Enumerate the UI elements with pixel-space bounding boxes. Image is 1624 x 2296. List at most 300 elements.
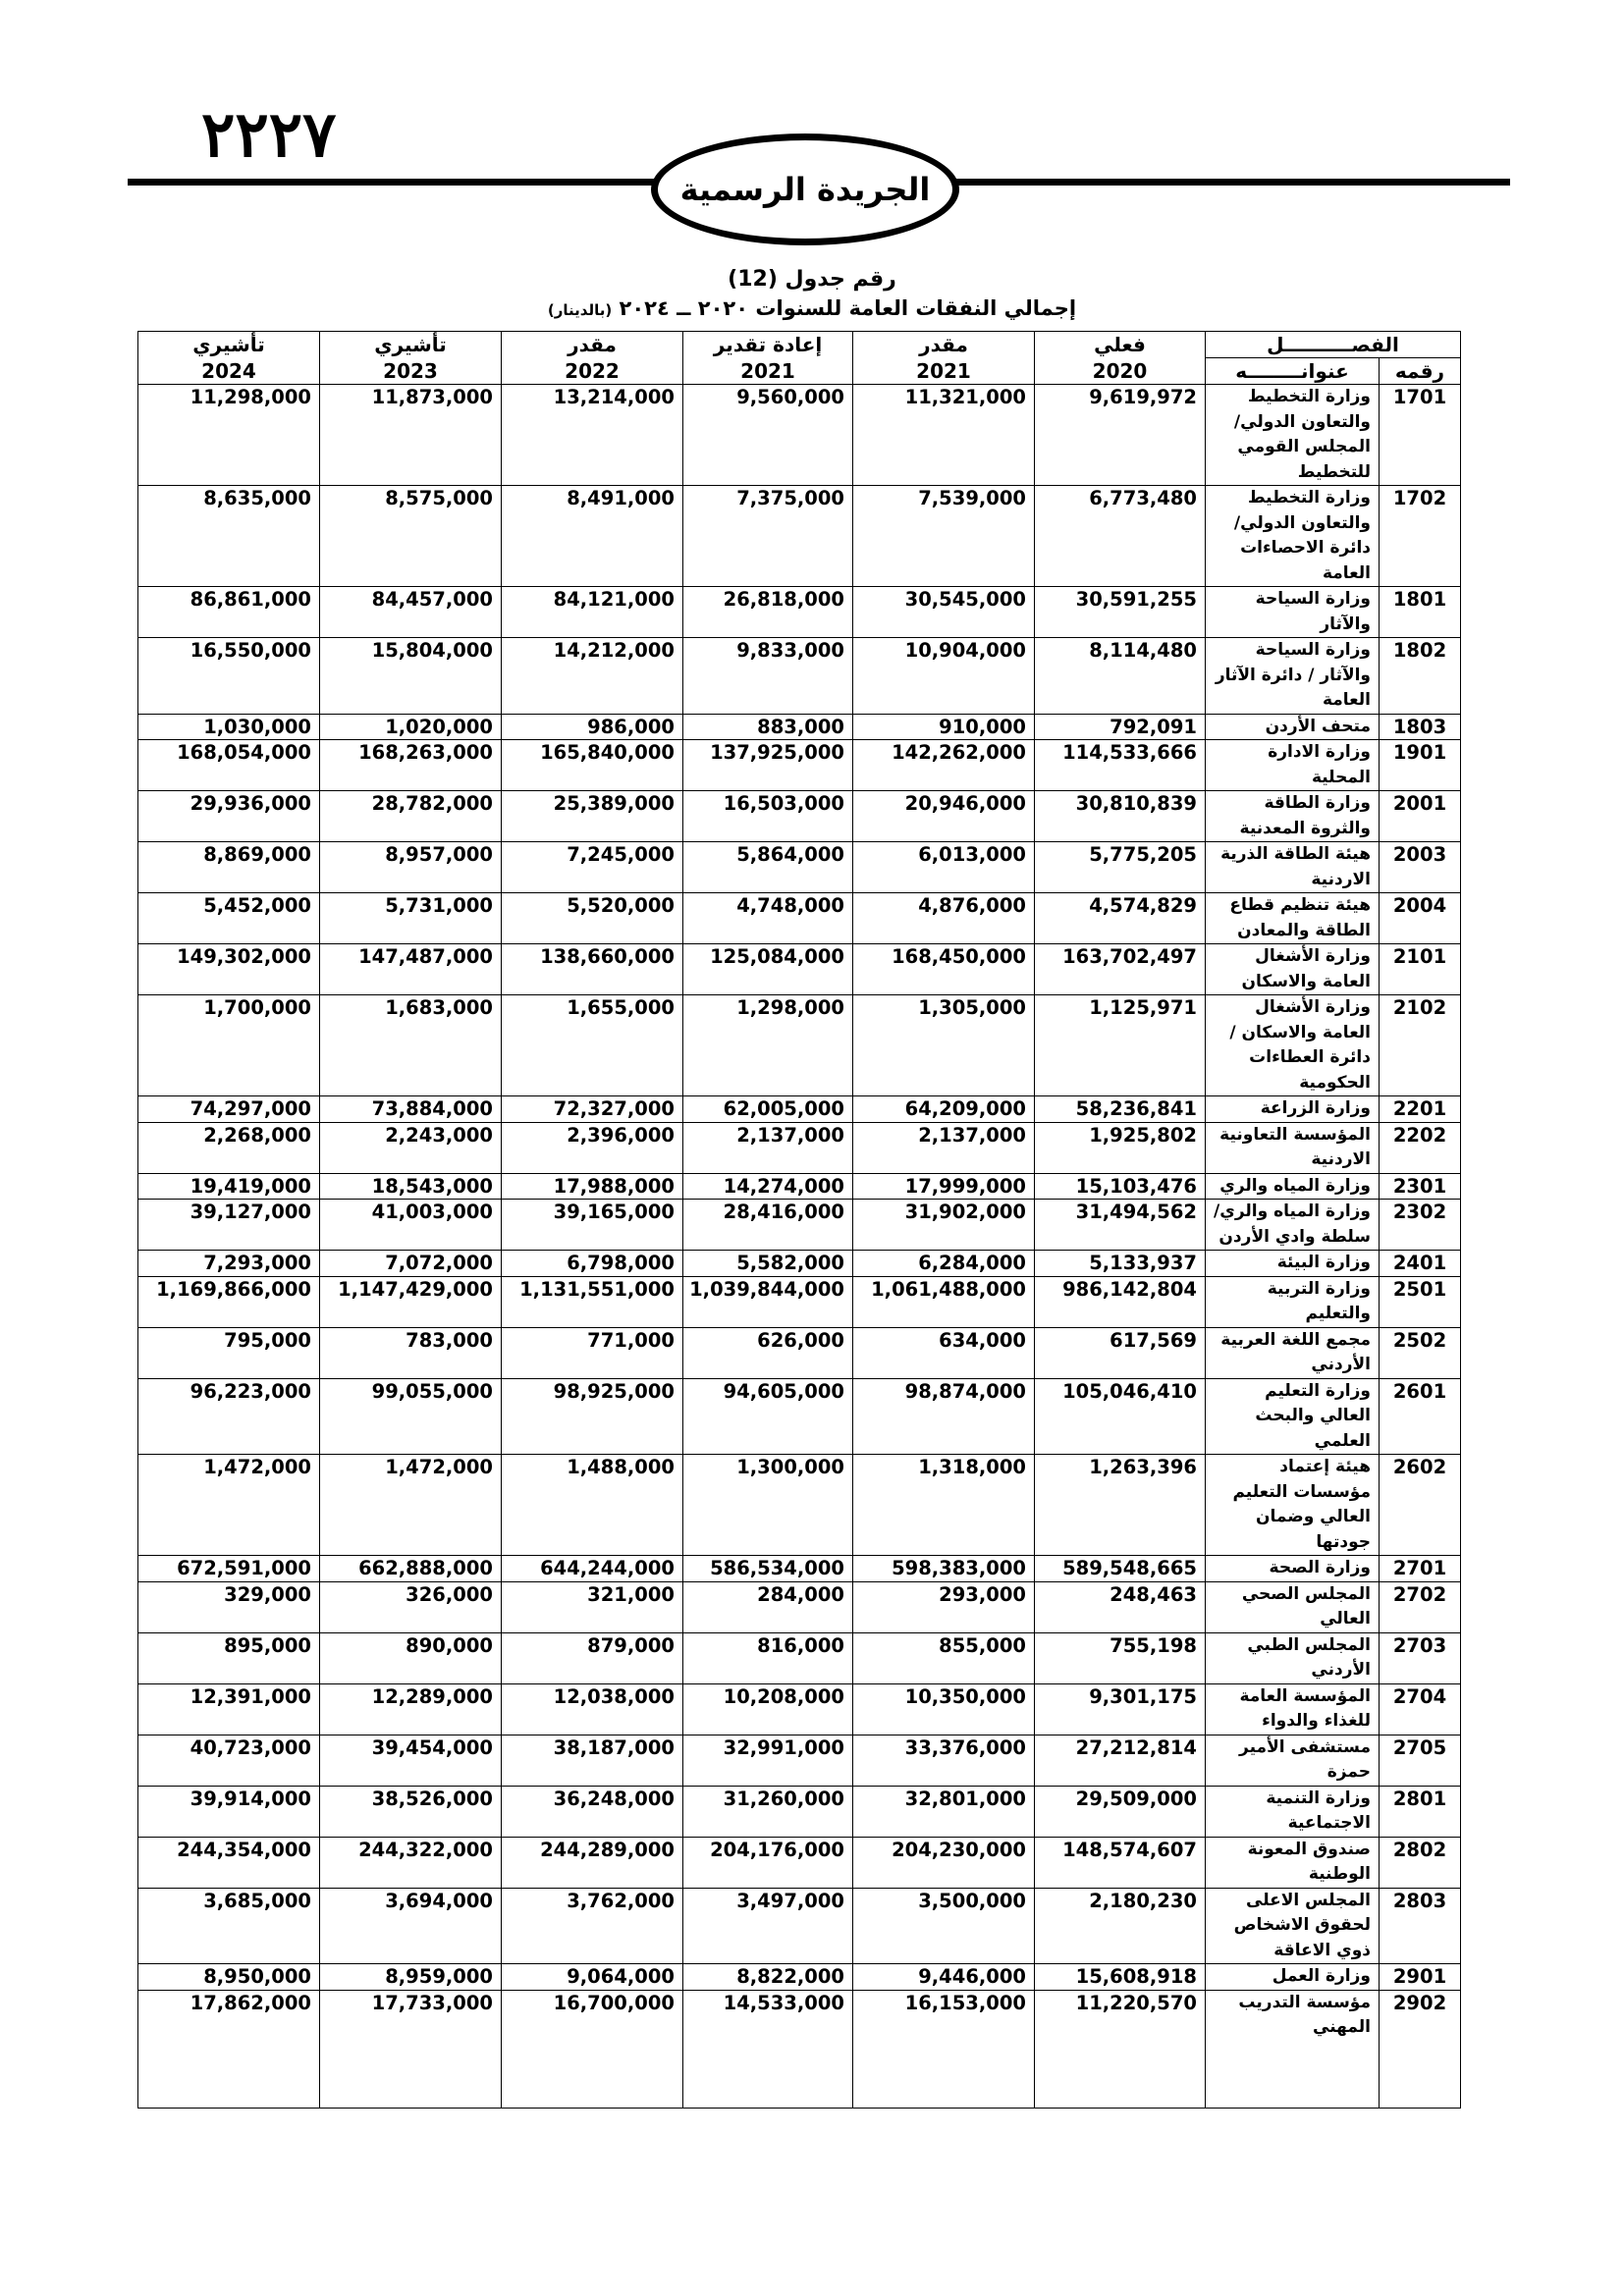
- value-cell: 3,694,000: [320, 1888, 502, 1964]
- value-cell: 8,822,000: [683, 1964, 853, 1991]
- value-cell: 662,888,000: [320, 1556, 502, 1582]
- table-row: [138, 1122, 1461, 1173]
- value-cell: 986,142,804: [1035, 1276, 1206, 1327]
- value-cell: 30,810,839: [1035, 791, 1206, 842]
- value-cell: 138,660,000: [502, 944, 683, 995]
- chapter-number-cell: 2501: [1380, 1276, 1461, 1327]
- chapter-title-cell: وزارة الادارة المحلية: [1206, 740, 1380, 791]
- chapter-title-cell: المؤسسة العامة للغذاء والدواء: [1206, 1683, 1380, 1735]
- value-cell: 598,383,000: [853, 1556, 1035, 1582]
- value-cell: 5,775,205: [1035, 842, 1206, 893]
- value-cell: 5,520,000: [502, 893, 683, 944]
- value-cell: 165,840,000: [502, 740, 683, 791]
- chapter-number-cell: 2901: [1380, 1964, 1461, 1991]
- value-cell: 38,526,000: [320, 1786, 502, 1837]
- value-cell: 8,114,480: [1035, 638, 1206, 715]
- value-cell: 895,000: [138, 1632, 320, 1683]
- col-label-2022: مقدر: [502, 332, 683, 358]
- value-cell: 1,039,844,000: [683, 1276, 853, 1327]
- value-cell: 8,491,000: [502, 486, 683, 587]
- chapter-title-cell: صندوق المعونة الوطنية: [1206, 1837, 1380, 1888]
- table-row: [138, 1837, 1461, 1888]
- table-title: [0, 296, 1624, 320]
- chapter-title-cell: متحف الأردن: [1206, 714, 1380, 740]
- chapter-number-cell: 2705: [1380, 1735, 1461, 1786]
- value-cell: 32,991,000: [683, 1735, 853, 1786]
- value-cell: 2,137,000: [853, 1122, 1035, 1173]
- value-cell: 148,574,607: [1035, 1837, 1206, 1888]
- value-cell: 672,591,000: [138, 1556, 320, 1582]
- col-label-2021: مقدر: [853, 332, 1035, 358]
- chapter-number-cell: 2101: [1380, 944, 1461, 995]
- value-cell: 1,488,000: [502, 1455, 683, 1556]
- chapter-title-cell: المجلس الطبي الأردني: [1206, 1632, 1380, 1683]
- value-cell: 5,133,937: [1035, 1251, 1206, 1277]
- value-cell: 1,472,000: [320, 1455, 502, 1556]
- value-cell: 5,731,000: [320, 893, 502, 944]
- chapter-number-cell: 2602: [1380, 1455, 1461, 1556]
- value-cell: 86,861,000: [138, 587, 320, 638]
- value-cell: 8,635,000: [138, 486, 320, 587]
- value-cell: 1,318,000: [853, 1455, 1035, 1556]
- chapter-title-cell: وزارة المياه والري/سلطة وادي الأردن: [1206, 1200, 1380, 1251]
- chapter-number-cell: 1801: [1380, 587, 1461, 638]
- empty-cell: [1035, 2041, 1206, 2109]
- expenditure-table: [137, 331, 1461, 2109]
- table-row: [138, 1632, 1461, 1683]
- table-row: [138, 791, 1461, 842]
- value-cell: 589,548,665: [1035, 1556, 1206, 1582]
- value-cell: 1,030,000: [138, 714, 320, 740]
- value-cell: 816,000: [683, 1632, 853, 1683]
- empty-cell: [1206, 2041, 1380, 2109]
- value-cell: 634,000: [853, 1327, 1035, 1378]
- value-cell: 84,457,000: [320, 587, 502, 638]
- chapter-title-cell: هيئة إعتماد مؤسسات التعليم العالي وضمان جودتها: [1206, 1455, 1380, 1556]
- value-cell: 17,862,000: [138, 1990, 320, 2041]
- chapter-number-cell: 2004: [1380, 893, 1461, 944]
- value-cell: 7,539,000: [853, 486, 1035, 587]
- value-cell: 617,569: [1035, 1327, 1206, 1378]
- empty-cell: [853, 2041, 1035, 2109]
- value-cell: 15,103,476: [1035, 1173, 1206, 1200]
- value-cell: 25,389,000: [502, 791, 683, 842]
- chapter-title-cell: وزارة التربية والتعليم: [1206, 1276, 1380, 1327]
- value-cell: 11,220,570: [1035, 1990, 1206, 2041]
- value-cell: 5,582,000: [683, 1251, 853, 1277]
- value-cell: 792,091: [1035, 714, 1206, 740]
- value-cell: 7,293,000: [138, 1251, 320, 1277]
- table-bottom-border: [138, 2108, 1461, 2109]
- value-cell: 5,452,000: [138, 893, 320, 944]
- table-row: [138, 1378, 1461, 1455]
- value-cell: 11,321,000: [853, 385, 1035, 486]
- table-row: [138, 1735, 1461, 1786]
- value-cell: 879,000: [502, 1632, 683, 1683]
- value-cell: 15,804,000: [320, 638, 502, 715]
- value-cell: 2,180,230: [1035, 1888, 1206, 1964]
- col-year-2020: 2020: [1035, 358, 1206, 385]
- value-cell: 31,902,000: [853, 1200, 1035, 1251]
- value-cell: 96,223,000: [138, 1378, 320, 1455]
- value-cell: 1,925,802: [1035, 1122, 1206, 1173]
- chapter-title-cell: وزارة الطاقة والثروة المعدنية: [1206, 791, 1380, 842]
- value-cell: 39,454,000: [320, 1735, 502, 1786]
- value-cell: 98,925,000: [502, 1378, 683, 1455]
- chapter-number-cell: 2802: [1380, 1837, 1461, 1888]
- chapter-number-cell: 2803: [1380, 1888, 1461, 1964]
- col-year-2021-reest: 2021: [683, 358, 853, 385]
- chapter-title-cell: وزارة الزراعة: [1206, 1096, 1380, 1123]
- value-cell: 293,000: [853, 1581, 1035, 1632]
- table-filler-row: [138, 2041, 1461, 2109]
- chapter-number-cell: 1901: [1380, 740, 1461, 791]
- value-cell: 244,354,000: [138, 1837, 320, 1888]
- value-cell: 15,608,918: [1035, 1964, 1206, 1991]
- value-cell: 39,914,000: [138, 1786, 320, 1837]
- col-year-2024: 2024: [138, 358, 320, 385]
- value-cell: 1,147,429,000: [320, 1276, 502, 1327]
- col-year-2022: 2022: [502, 358, 683, 385]
- chapter-title-cell: وزارة الصحة: [1206, 1556, 1380, 1582]
- value-cell: 1,472,000: [138, 1455, 320, 1556]
- value-cell: 14,533,000: [683, 1990, 853, 2041]
- value-cell: 17,988,000: [502, 1173, 683, 1200]
- table-row: [138, 714, 1461, 740]
- chapter-title-cell: مجمع اللغة العربية الأردني: [1206, 1327, 1380, 1378]
- empty-cell: [1380, 2041, 1461, 2109]
- empty-cell: [320, 2041, 502, 2109]
- value-cell: 31,494,562: [1035, 1200, 1206, 1251]
- table-header: [138, 332, 1461, 385]
- value-cell: 10,208,000: [683, 1683, 853, 1735]
- chapter-number-cell: 2701: [1380, 1556, 1461, 1582]
- chapter-title-cell: وزارة الأشغال العامة والاسكان / دائرة العطاءات الحكومية: [1206, 995, 1380, 1096]
- chapter-title-cell: وزارة الأشغال العامة والاسكان: [1206, 944, 1380, 995]
- value-cell: 125,084,000: [683, 944, 853, 995]
- value-cell: 248,463: [1035, 1581, 1206, 1632]
- col-number: رقمه: [1380, 358, 1461, 385]
- value-cell: 163,702,497: [1035, 944, 1206, 995]
- value-cell: 11,298,000: [138, 385, 320, 486]
- value-cell: 16,153,000: [853, 1990, 1035, 2041]
- value-cell: 986,000: [502, 714, 683, 740]
- table-row: [138, 1455, 1461, 1556]
- value-cell: 1,655,000: [502, 995, 683, 1096]
- value-cell: 771,000: [502, 1327, 683, 1378]
- value-cell: 3,685,000: [138, 1888, 320, 1964]
- value-cell: 142,262,000: [853, 740, 1035, 791]
- value-cell: 1,700,000: [138, 995, 320, 1096]
- value-cell: 29,936,000: [138, 791, 320, 842]
- chapter-number-cell: 1702: [1380, 486, 1461, 587]
- value-cell: 7,245,000: [502, 842, 683, 893]
- table-row: [138, 1556, 1461, 1582]
- chapter-number-cell: 2704: [1380, 1683, 1461, 1735]
- chapter-title-cell: وزارة المياه والري: [1206, 1173, 1380, 1200]
- value-cell: 1,125,971: [1035, 995, 1206, 1096]
- value-cell: 14,212,000: [502, 638, 683, 715]
- value-cell: 7,375,000: [683, 486, 853, 587]
- gazette-title: الجريدة الرسمية: [679, 171, 931, 208]
- value-cell: 73,884,000: [320, 1096, 502, 1123]
- value-cell: 1,683,000: [320, 995, 502, 1096]
- value-cell: 1,298,000: [683, 995, 853, 1096]
- chapter-number-cell: 2601: [1380, 1378, 1461, 1455]
- chapter-number-cell: 2102: [1380, 995, 1461, 1096]
- value-cell: 1,020,000: [320, 714, 502, 740]
- chapter-number-cell: 2202: [1380, 1122, 1461, 1173]
- value-cell: 9,619,972: [1035, 385, 1206, 486]
- table-row: [138, 638, 1461, 715]
- value-cell: 3,762,000: [502, 1888, 683, 1964]
- value-cell: 8,869,000: [138, 842, 320, 893]
- value-cell: 11,873,000: [320, 385, 502, 486]
- chapter-title-cell: وزارة العمل: [1206, 1964, 1380, 1991]
- value-cell: 99,055,000: [320, 1378, 502, 1455]
- value-cell: 27,212,814: [1035, 1735, 1206, 1786]
- value-cell: 6,798,000: [502, 1251, 683, 1277]
- chapter-title-cell: وزارة البيئة: [1206, 1251, 1380, 1277]
- value-cell: 41,003,000: [320, 1200, 502, 1251]
- value-cell: 1,263,396: [1035, 1455, 1206, 1556]
- value-cell: 6,773,480: [1035, 486, 1206, 587]
- value-cell: 795,000: [138, 1327, 320, 1378]
- value-cell: 84,121,000: [502, 587, 683, 638]
- col-year-2021: 2021: [853, 358, 1035, 385]
- value-cell: 16,700,000: [502, 1990, 683, 2041]
- table-row: [138, 1276, 1461, 1327]
- table-row: [138, 1964, 1461, 1991]
- chapter-title-cell: وزارة السياحة والآثار: [1206, 587, 1380, 638]
- value-cell: 2,243,000: [320, 1122, 502, 1173]
- chapter-number-cell: 2702: [1380, 1581, 1461, 1632]
- value-cell: 8,575,000: [320, 486, 502, 587]
- value-cell: 36,248,000: [502, 1786, 683, 1837]
- table-title-text: إجمالي النفقات العامة للسنوات ٢٠٢٠ ــ ٢٠٢٤: [619, 296, 1077, 320]
- value-cell: 12,391,000: [138, 1683, 320, 1735]
- value-cell: 8,957,000: [320, 842, 502, 893]
- value-cell: 31,260,000: [683, 1786, 853, 1837]
- chapter-title-cell: وزارة التخطيط والتعاون الدولي/ دائرة الاحصاءات العامة: [1206, 486, 1380, 587]
- table-row: [138, 1581, 1461, 1632]
- value-cell: 2,268,000: [138, 1122, 320, 1173]
- chapter-number-cell: 2001: [1380, 791, 1461, 842]
- value-cell: 2,396,000: [502, 1122, 683, 1173]
- value-cell: 64,209,000: [853, 1096, 1035, 1123]
- chapter-number-cell: 1802: [1380, 638, 1461, 715]
- value-cell: 19,419,000: [138, 1173, 320, 1200]
- value-cell: 910,000: [853, 714, 1035, 740]
- value-cell: 168,450,000: [853, 944, 1035, 995]
- table-row: [138, 587, 1461, 638]
- value-cell: 98,874,000: [853, 1378, 1035, 1455]
- col-label-2020: فعلي: [1035, 332, 1206, 358]
- value-cell: 94,605,000: [683, 1378, 853, 1455]
- value-cell: 17,999,000: [853, 1173, 1035, 1200]
- value-cell: 5,864,000: [683, 842, 853, 893]
- value-cell: 16,550,000: [138, 638, 320, 715]
- value-cell: 105,046,410: [1035, 1378, 1206, 1455]
- value-cell: 29,509,000: [1035, 1786, 1206, 1837]
- value-cell: 12,289,000: [320, 1683, 502, 1735]
- value-cell: 8,950,000: [138, 1964, 320, 1991]
- value-cell: 12,038,000: [502, 1683, 683, 1735]
- value-cell: 244,289,000: [502, 1837, 683, 1888]
- table-row: [138, 944, 1461, 995]
- chapter-number-cell: 1803: [1380, 714, 1461, 740]
- value-cell: 855,000: [853, 1632, 1035, 1683]
- value-cell: 10,350,000: [853, 1683, 1035, 1735]
- chapter-number-cell: 2703: [1380, 1632, 1461, 1683]
- value-cell: 1,061,488,000: [853, 1276, 1035, 1327]
- value-cell: 9,560,000: [683, 385, 853, 486]
- value-cell: 10,904,000: [853, 638, 1035, 715]
- table-row: [138, 385, 1461, 486]
- chapter-title-cell: هيئة الطاقة الذرية الاردنية: [1206, 842, 1380, 893]
- table-row: [138, 1683, 1461, 1735]
- value-cell: 3,497,000: [683, 1888, 853, 1964]
- value-cell: 18,543,000: [320, 1173, 502, 1200]
- chapter-title-cell: مؤسسة التدريب المهني: [1206, 1990, 1380, 2041]
- chapter-number-cell: 2401: [1380, 1251, 1461, 1277]
- value-cell: 72,327,000: [502, 1096, 683, 1123]
- col-year-2023: 2023: [320, 358, 502, 385]
- value-cell: 6,284,000: [853, 1251, 1035, 1277]
- value-cell: 168,054,000: [138, 740, 320, 791]
- table-row: [138, 1888, 1461, 1964]
- value-cell: 586,534,000: [683, 1556, 853, 1582]
- value-cell: 62,005,000: [683, 1096, 853, 1123]
- value-cell: 326,000: [320, 1581, 502, 1632]
- value-cell: 4,574,829: [1035, 893, 1206, 944]
- chapter-number-cell: 2801: [1380, 1786, 1461, 1837]
- chapter-title-cell: هيئة تنظيم قطاع الطاقة والمعادن: [1206, 893, 1380, 944]
- table-row: [138, 740, 1461, 791]
- value-cell: 114,533,666: [1035, 740, 1206, 791]
- chapter-number-cell: 2902: [1380, 1990, 1461, 2041]
- chapter-title-cell: وزارة التخطيط والتعاون الدولي/ المجلس القومي للتخطيط: [1206, 385, 1380, 486]
- table-number: رقم جدول (12): [728, 267, 896, 292]
- value-cell: 7,072,000: [320, 1251, 502, 1277]
- col-title: عنوانــــــــه: [1206, 358, 1380, 385]
- value-cell: 644,244,000: [502, 1556, 683, 1582]
- table-body: [138, 385, 1461, 2109]
- chapter-title-cell: المجلس الصحي العالي: [1206, 1581, 1380, 1632]
- col-chapter: الفصــــــــــل: [1206, 332, 1461, 358]
- currency-unit: (بالدينار): [547, 301, 613, 319]
- value-cell: 9,301,175: [1035, 1683, 1206, 1735]
- table-row: [138, 1786, 1461, 1837]
- chapter-title-cell: المجلس الاعلى لحقوق الاشخاص ذوي الاعاقة: [1206, 1888, 1380, 1964]
- value-cell: 38,187,000: [502, 1735, 683, 1786]
- table-row: [138, 842, 1461, 893]
- col-label-2024: تأشيري: [138, 332, 320, 358]
- gazette-title-oval: [651, 133, 959, 245]
- table-row: [138, 893, 1461, 944]
- value-cell: 3,500,000: [853, 1888, 1035, 1964]
- chapter-title-cell: وزارة السياحة والآثار / دائرة الآثار العامة: [1206, 638, 1380, 715]
- empty-cell: [683, 2041, 853, 2109]
- chapter-number-cell: 2003: [1380, 842, 1461, 893]
- value-cell: 16,503,000: [683, 791, 853, 842]
- col-label-2021-reest: إعادة تقدير: [683, 332, 853, 358]
- value-cell: 32,801,000: [853, 1786, 1035, 1837]
- chapter-number-cell: 2201: [1380, 1096, 1461, 1123]
- value-cell: 1,305,000: [853, 995, 1035, 1096]
- value-cell: 2,137,000: [683, 1122, 853, 1173]
- value-cell: 329,000: [138, 1581, 320, 1632]
- value-cell: 204,230,000: [853, 1837, 1035, 1888]
- value-cell: 4,748,000: [683, 893, 853, 944]
- value-cell: 284,000: [683, 1581, 853, 1632]
- value-cell: 13,214,000: [502, 385, 683, 486]
- value-cell: 30,545,000: [853, 587, 1035, 638]
- value-cell: 783,000: [320, 1327, 502, 1378]
- value-cell: 33,376,000: [853, 1735, 1035, 1786]
- chapter-title-cell: مستشفى الأمير حمزة: [1206, 1735, 1380, 1786]
- value-cell: 755,198: [1035, 1632, 1206, 1683]
- value-cell: 9,446,000: [853, 1964, 1035, 1991]
- value-cell: 147,487,000: [320, 944, 502, 995]
- chapter-title-cell: المؤسسة التعاونية الاردنية: [1206, 1122, 1380, 1173]
- table-row: [138, 1173, 1461, 1200]
- chapter-number-cell: 2301: [1380, 1173, 1461, 1200]
- value-cell: 4,876,000: [853, 893, 1035, 944]
- value-cell: 9,064,000: [502, 1964, 683, 1991]
- empty-cell: [502, 2041, 683, 2109]
- value-cell: 168,263,000: [320, 740, 502, 791]
- table-row: [138, 1251, 1461, 1277]
- chapter-title-cell: وزارة التعليم العالي والبحث العلمي: [1206, 1378, 1380, 1455]
- value-cell: 20,946,000: [853, 791, 1035, 842]
- value-cell: 28,782,000: [320, 791, 502, 842]
- value-cell: 321,000: [502, 1581, 683, 1632]
- value-cell: 26,818,000: [683, 587, 853, 638]
- value-cell: 1,169,866,000: [138, 1276, 320, 1327]
- table-row: [138, 1096, 1461, 1123]
- bottom-border-cell: [138, 2108, 1461, 2109]
- value-cell: 149,302,000: [138, 944, 320, 995]
- value-cell: 6,013,000: [853, 842, 1035, 893]
- chapter-number-cell: 2302: [1380, 1200, 1461, 1251]
- value-cell: 58,236,841: [1035, 1096, 1206, 1123]
- page-number: ٢٢٢٧: [201, 98, 337, 172]
- value-cell: 30,591,255: [1035, 587, 1206, 638]
- value-cell: 14,274,000: [683, 1173, 853, 1200]
- chapter-title-cell: وزارة التنمية الاجتماعية: [1206, 1786, 1380, 1837]
- table-row: [138, 995, 1461, 1096]
- value-cell: 17,733,000: [320, 1990, 502, 2041]
- table-row: [138, 1327, 1461, 1378]
- chapter-number-cell: 1701: [1380, 385, 1461, 486]
- table-row: [138, 1990, 1461, 2041]
- table-row: [138, 486, 1461, 587]
- empty-cell: [138, 2041, 320, 2109]
- value-cell: 244,322,000: [320, 1837, 502, 1888]
- value-cell: 39,127,000: [138, 1200, 320, 1251]
- value-cell: 9,833,000: [683, 638, 853, 715]
- value-cell: 74,297,000: [138, 1096, 320, 1123]
- value-cell: 28,416,000: [683, 1200, 853, 1251]
- value-cell: 1,131,551,000: [502, 1276, 683, 1327]
- value-cell: 626,000: [683, 1327, 853, 1378]
- chapter-number-cell: 2502: [1380, 1327, 1461, 1378]
- value-cell: 204,176,000: [683, 1837, 853, 1888]
- value-cell: 39,165,000: [502, 1200, 683, 1251]
- value-cell: 137,925,000: [683, 740, 853, 791]
- value-cell: 8,959,000: [320, 1964, 502, 1991]
